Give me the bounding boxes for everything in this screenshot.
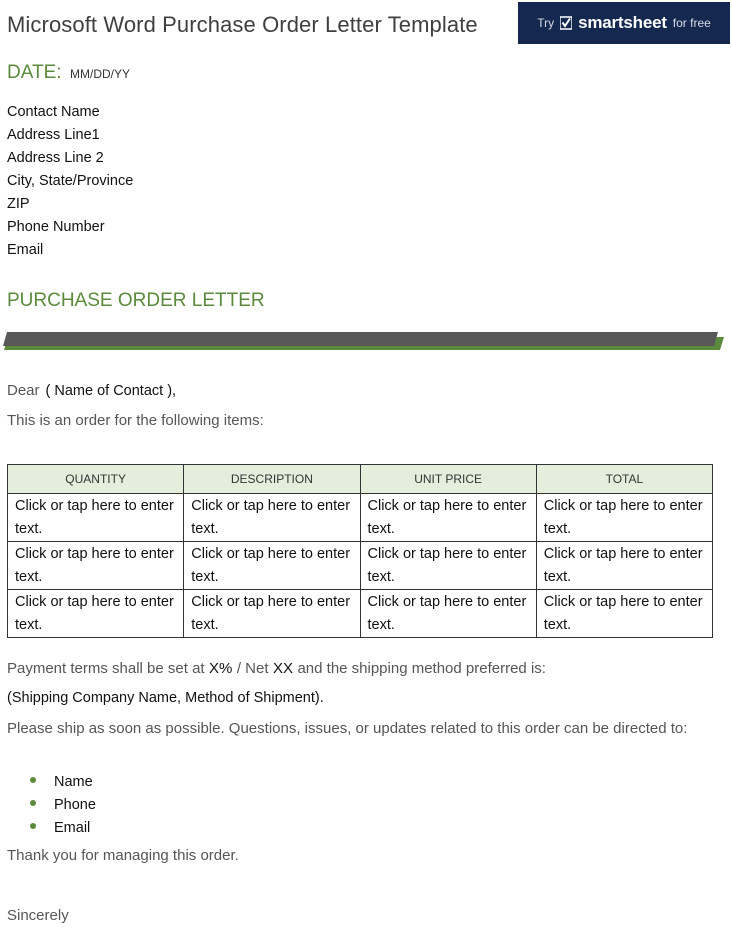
table-cell[interactable]: Click or tap here to enter text. (8, 494, 184, 542)
list-item-label[interactable]: Email (54, 820, 91, 836)
promo-brand-label: smartsheet (578, 13, 667, 32)
contact-line[interactable]: Address Line 2 (7, 150, 104, 166)
order-items-table (7, 464, 713, 638)
table-header-row (8, 465, 713, 494)
table-row (8, 542, 713, 590)
terms-prefix: Payment terms shall be set at (7, 660, 205, 677)
table-row (8, 494, 713, 542)
order-intro: This is an order for the following items: (7, 412, 264, 429)
smartsheet-promo-button[interactable] (518, 2, 730, 44)
contact-line[interactable]: Address Line1 (7, 127, 100, 143)
table-cell[interactable]: Click or tap here to enter text. (8, 590, 184, 638)
table-cell[interactable]: Click or tap here to enter text. (536, 494, 712, 542)
closing-line: Sincerely (7, 907, 69, 924)
shipping-method[interactable]: (Shipping Company Name, Method of Shipment). (7, 690, 324, 706)
list-item (30, 771, 96, 794)
table-cell[interactable]: Click or tap here to enter text. (360, 542, 536, 590)
list-item-label[interactable]: Phone (54, 797, 96, 813)
greeting-line (7, 382, 176, 400)
column-header-quantity: QUANTITY (8, 465, 184, 494)
table-cell[interactable]: Click or tap here to enter text. (536, 590, 712, 638)
contact-line[interactable]: Contact Name (7, 104, 100, 120)
payment-terms (7, 660, 546, 678)
column-header-unit-price: UNIT PRICE (360, 465, 536, 494)
promo-try-label: Try (537, 16, 555, 30)
contact-line[interactable]: Email (7, 242, 44, 258)
date-row (7, 62, 130, 84)
directed-contact-list (30, 771, 96, 840)
terms-percent[interactable]: X% (209, 660, 233, 677)
thank-you-line: Thank you for managing this order. (7, 847, 239, 864)
list-item (30, 794, 96, 817)
table-cell[interactable]: Click or tap here to enter text. (184, 542, 360, 590)
terms-suffix: and the shipping method preferred is: (297, 660, 546, 677)
table-cell[interactable]: Click or tap here to enter text. (360, 590, 536, 638)
bullet-icon (30, 823, 36, 829)
column-header-total: TOTAL (536, 465, 712, 494)
contact-block (7, 101, 133, 262)
terms-net-label: / Net (236, 660, 269, 677)
table-cell[interactable]: Click or tap here to enter text. (360, 494, 536, 542)
contact-name-placeholder[interactable]: ( Name of Contact ), (45, 383, 177, 399)
bullet-icon (30, 800, 36, 806)
column-header-description: DESCRIPTION (184, 465, 360, 494)
table-row (8, 590, 713, 638)
list-item-label[interactable]: Name (54, 774, 93, 790)
smartsheet-check-icon (560, 16, 572, 30)
bullet-icon (30, 777, 36, 783)
contact-line[interactable]: Phone Number (7, 219, 105, 235)
decorative-divider-bar (0, 330, 732, 352)
contact-line[interactable]: City, State/Province (7, 173, 134, 189)
purchase-order-heading: PURCHASE ORDER LETTER (7, 290, 265, 311)
list-item (30, 817, 96, 840)
terms-net-days[interactable]: XX (272, 660, 293, 677)
questions-paragraph: Please ship as soon as possible. Questions, issues, or updates related to this order can be directed to: (7, 720, 688, 737)
date-value[interactable]: MM/DD/YY (70, 67, 130, 81)
document-title: Microsoft Word Purchase Order Letter Template (7, 12, 478, 37)
date-label: DATE: (7, 62, 62, 83)
table-cell[interactable]: Click or tap here to enter text. (536, 542, 712, 590)
table-cell[interactable]: Click or tap here to enter text. (184, 494, 360, 542)
salutation: Dear (7, 382, 40, 399)
table-cell[interactable]: Click or tap here to enter text. (8, 542, 184, 590)
promo-free-label: for free (672, 16, 711, 30)
table-cell[interactable]: Click or tap here to enter text. (184, 590, 360, 638)
contact-line[interactable]: ZIP (7, 196, 30, 212)
